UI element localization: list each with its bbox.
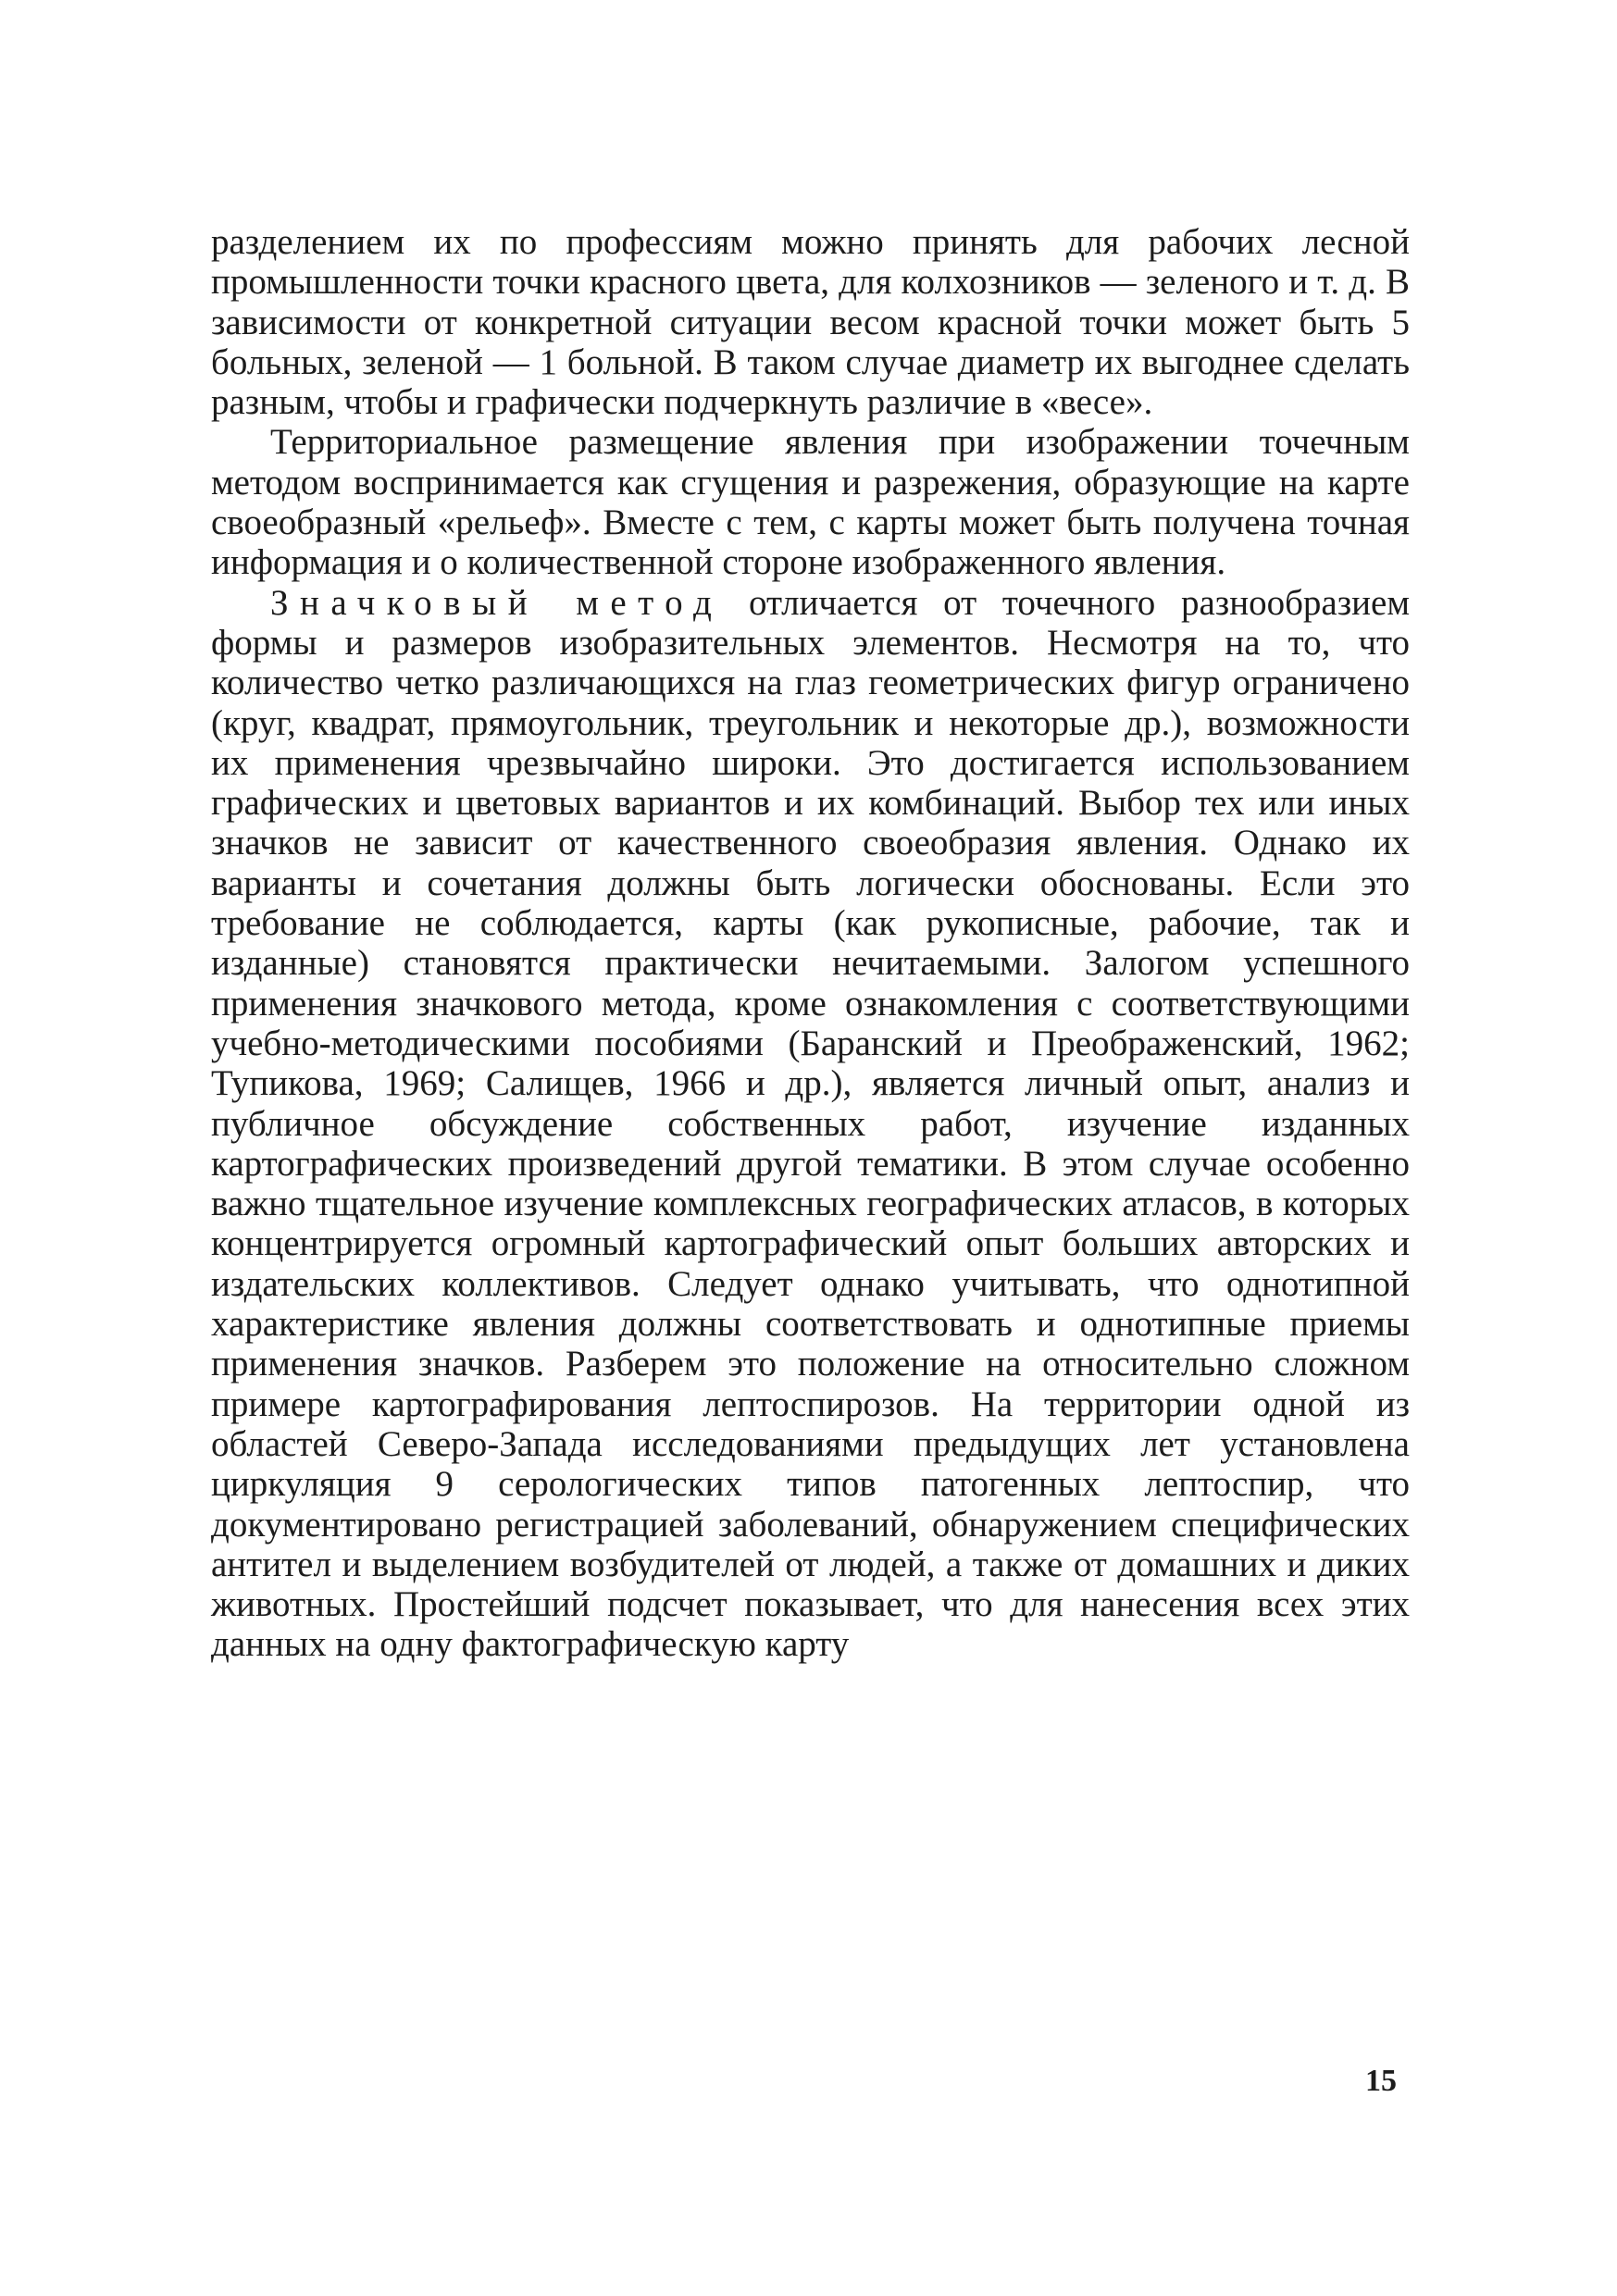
- paragraph-symbol-method: [211, 583, 1410, 1665]
- page-number: 15: [1365, 2064, 1397, 2098]
- body-text: [211, 222, 1410, 1665]
- paragraph-symbol-method-text: отличается от точечного разнообразием формы и размеров изобразительных элементов. Несмотря на то, что количество четко различающихся на глаз геометрических фигур ограничено (круг, квадрат, прямоугольник, треугольник и некоторые др.), возможности их применения чрезвычайно широки. Это достигается использованием графических и цветовых вариантов и их комбинаций. Выбор тех или иных значков не зависит от качественного своеобразия явления. Однако их варианты и сочетания должны быть логически обоснованы. Если это требование не соблюдается, карты (как рукописные, рабочие, так и изданные) становятся практически нечитаемыми. Залогом успешного применения значкового метода, кроме ознакомления с соответствующими учебно-методическими пособиями (Баранский и Преображенский, 1962; Тупикова, 1969; Салищев, 1966 и др.), является личный опыт, анализ и публичное обсуждение собственных работ, изучение изданных картографических произведений другой тематики. В этом случае особенно важно тщательное изучение комплексных географических атласов, в которых концентрируется огромный картографический опыт больших авторских и издательских коллективов. Следует однако учитывать, что однотипной характеристике явления должны соответствовать и однотипные приемы применения значков. Разберем это положение на относительно сложном примере картографирования лептоспирозов. На территории одной из областей Северо-Запада исследованиями предыдущих лет установлена циркуляция 9 серологических типов патогенных лептоспир, что документировано регистрацией заболеваний, обнаружением специфических антител и выделением возбудителей от людей, а также от домашних и диких животных. Простейший подсчет показывает, что для нанесения всех этих данных на одну фактографическую карту: [211, 582, 1410, 1665]
- paragraph-continuation: разделением их по профессиям можно принять для рабочих лесной промышленности точки красного цвета, для колхозников — зеленого и т. д. В зависимости от конкретной ситуации весом красной точки может быть 5 больных, зеленой — 1 больной. В таком случае диаметр их выгоднее сделать разным, чтобы и графически подчеркнуть различие в «весе».: [211, 222, 1410, 423]
- spaced-term: Значковый метод: [270, 582, 724, 623]
- paragraph-point-method: Территориальное размещение явления при изображении точечным методом воспринимается как сгущения и разрежения, образующие на карте своеобразный «рельеф». Вместе с тем, с карты может быть получена точная информация и о количественной стороне изображенного явления.: [211, 422, 1410, 583]
